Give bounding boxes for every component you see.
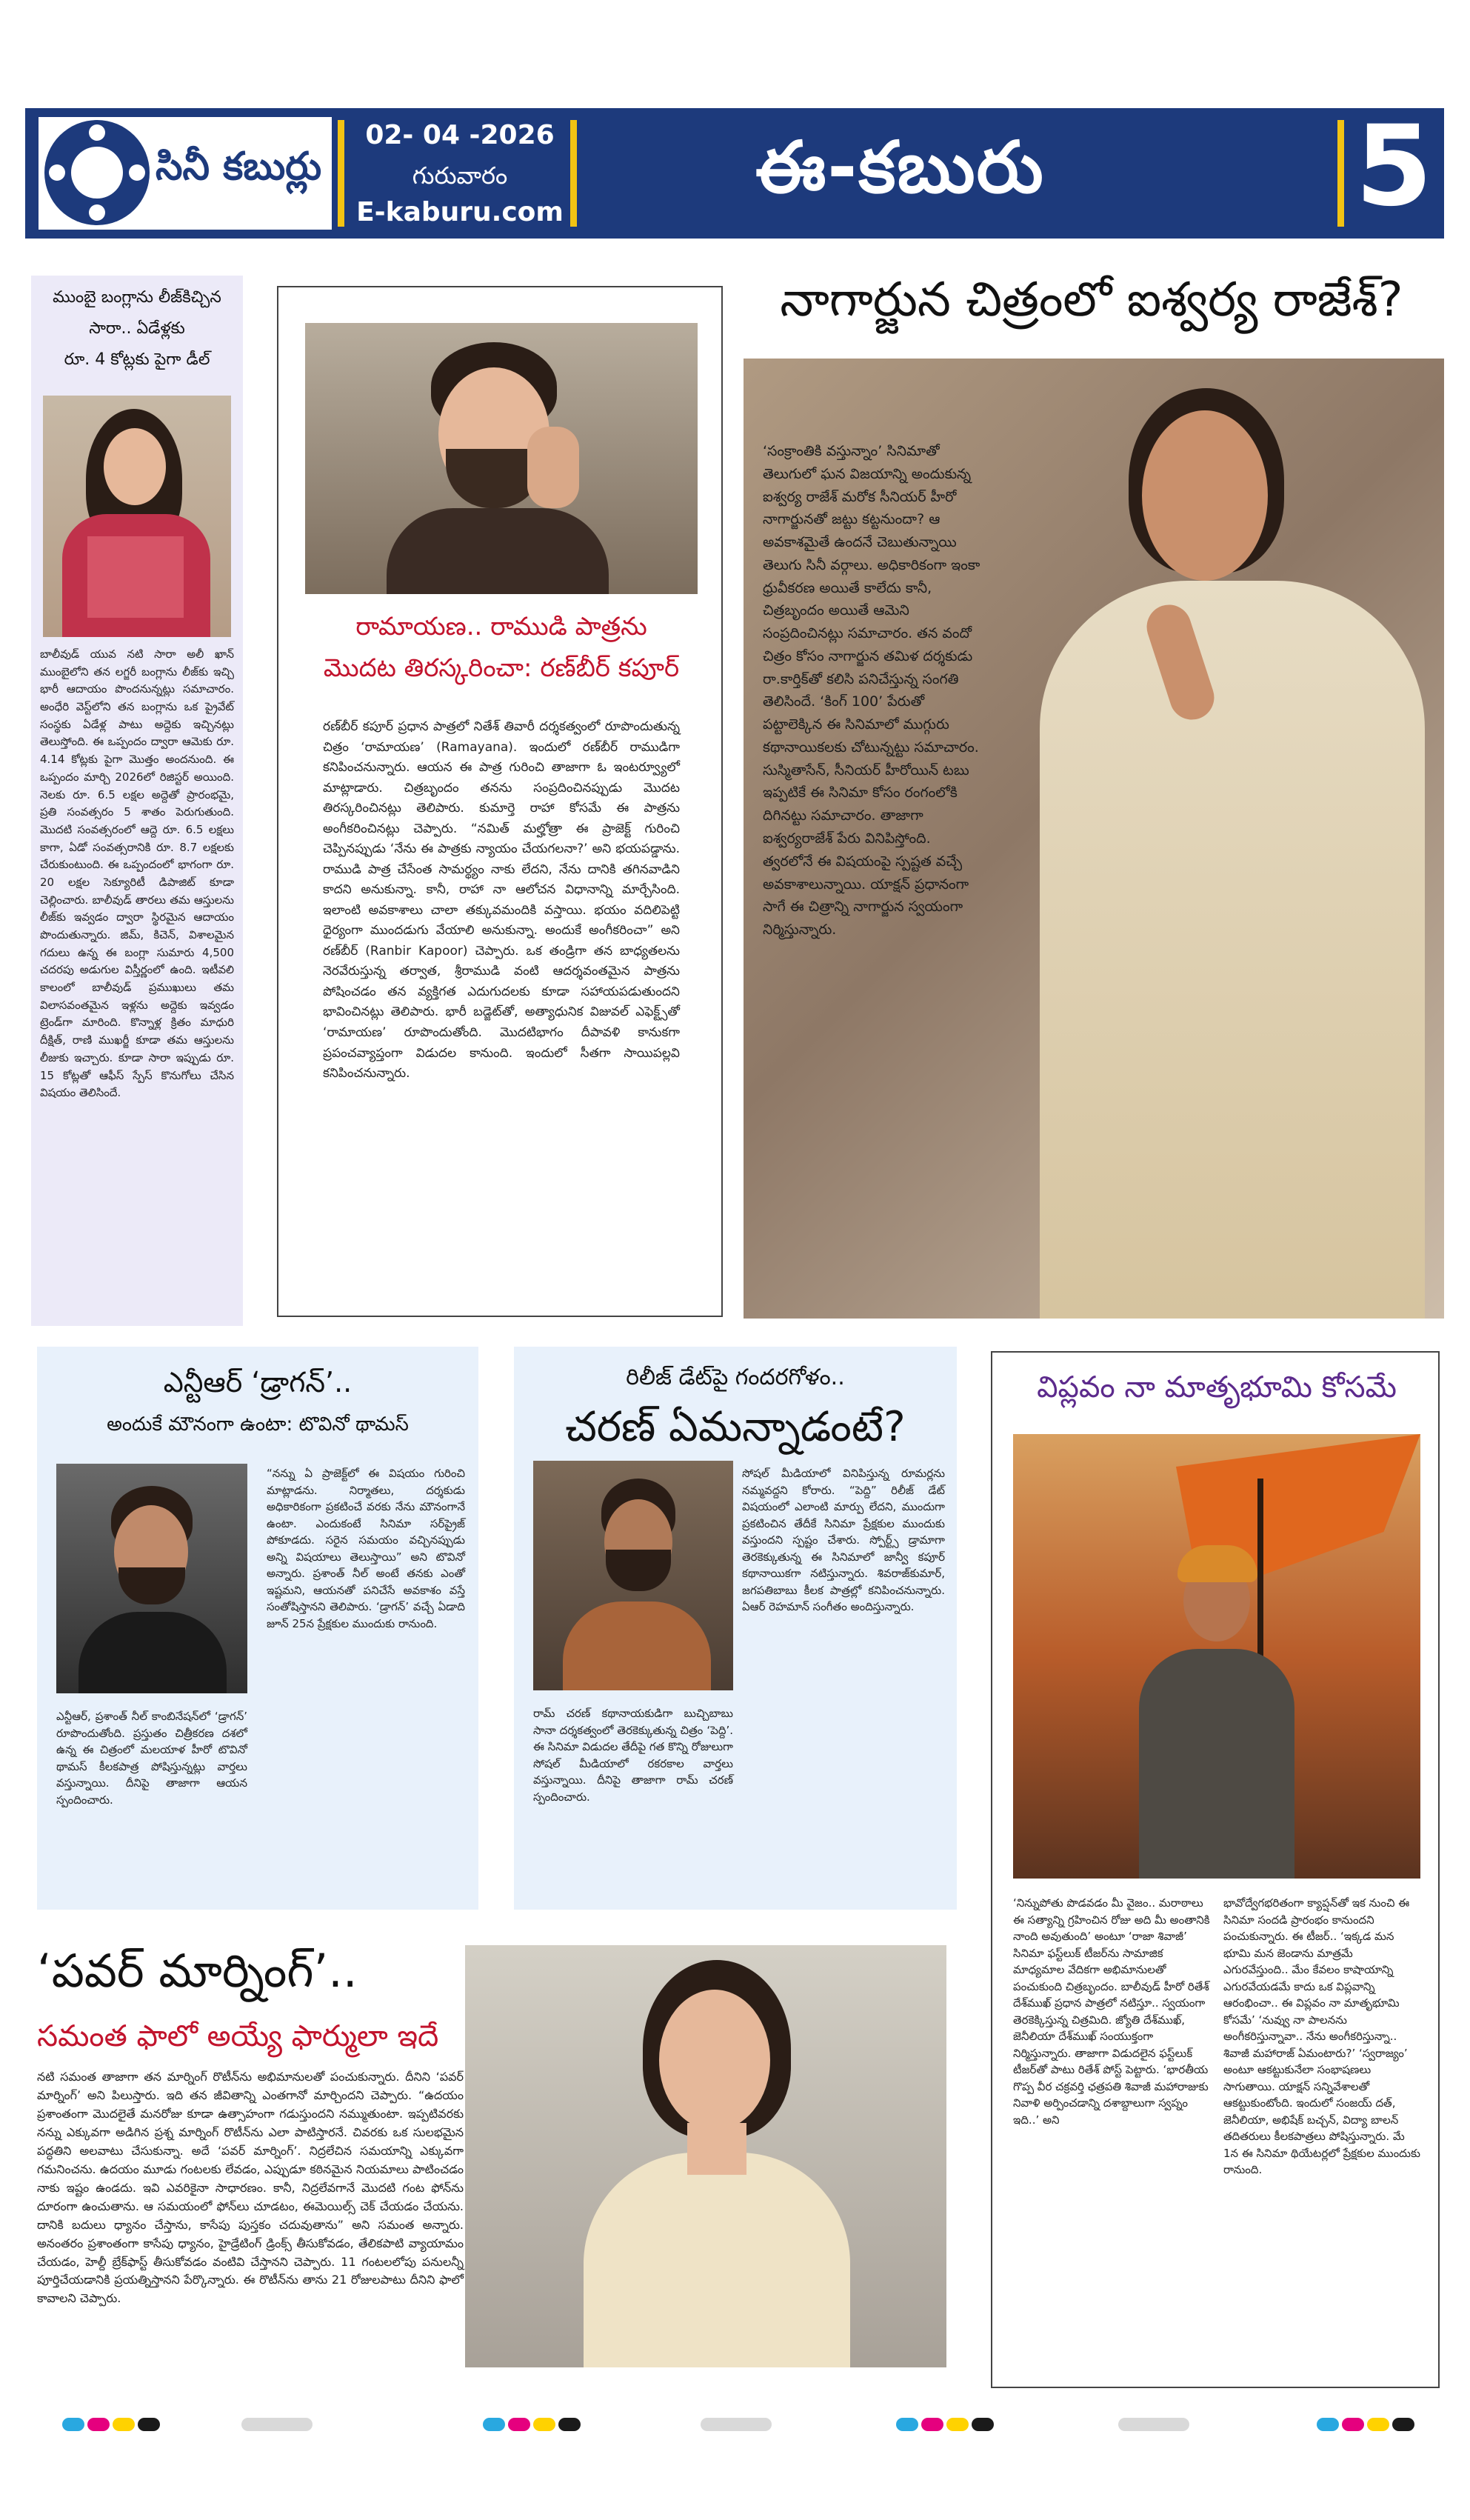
charan-article: [514, 1347, 957, 1910]
cyan-mark: [483, 2418, 505, 2431]
magenta-mark: [87, 2418, 110, 2431]
masthead-divider: [1337, 120, 1344, 227]
ntr-body-1: ఎన్టీఆర్, ప్రశాంత్ నీల్ కాంబినేషన్‌లో ‘డ్రాగన్’ రూపొందుతోంది. ప్రస్తుతం చిత్రీకరణ దశలో ఉన్న ఈ చిత్రంలో మలయాళ హీరో టొవినో థామస్ కీలకపాత్ర పోషిస్తున్నట్లు వార్తలు వస్తున్నాయి. దీనిపై తాజాగా ఆయన స్పందించారు.: [56, 1710, 247, 1807]
masthead-website[interactable]: E-kaburu.com: [356, 197, 564, 227]
print-color-bar: [62, 2418, 163, 2434]
samantha-body: నటి సమంత తాజాగా తన మార్నింగ్ రొటీన్‌ను అభిమానులతో పంచుకున్నారు. దీనిని ‘పవర్ మార్నింగ్’ అని పిలుస్తారు. ఇది తన జీవితాన్ని ఎంతగానో మార్చిందని చెప్పారు. “ఉదయం ప్రశాంతంగా మొదలైతే మనరోజు కూడా ఉత్సాహంగా గడుస్తుందని నమ్ముతుంటా. ఇప్పటివరకు నన్ను ఎక్కువగా అడిగిన ప్రశ్న మార్నింగ్ రొటీన్‌ను ఎలా పాటిస్తారనే. చివరకు ఒక సులభమైన పద్ధతిని అలవాటు చేసుకున్నా. అదే ‘పవర్ మార్నింగ్’. నిద్రలేచిన సమయాన్ని ఎక్కువగా గమనించను. ఉదయం మూడు గంటలకు లేవడం, ఎప్పుడూ కఠినమైన నియమాలు పాటించడం నాకు ఇష్టం ఉండదు. ఇవి ఎవరికైనా సాధారణం. కానీ, నిద్రలేవగానే మొదటి గంట ఫోన్‌ను దూరంగా ఉంచుతాను. ఆ సమయంలో ఫోన్‌లు చూడటం, ఈమెయిల్స్ చెక్ చేయడం చేయను. దానికి బదులు ధ్యానం చేస్తాను, కాసేపు పుస్తకం చదువుతాను” అని సమంత అన్నారు. అనంతరం ప్రశాంతంగా కాసేపు ధ్యానం, హైడ్రేటింగ్ డ్రింక్స్ తీసుకోవడం, తేలికపాటి వ్యాయామం చేయడం, హెల్దీ బ్రేక్‌ఫాస్ట్ తీసుకోవడం వంటివి చేస్తానని చెప్పారు. 11 గంటలలోపు పనులన్నీ పూర్తిచేయడానికి ప్రయత్నిస్తానని పేర్కొన్నారు. ఈ రొటీన్‌ను తాను 21 రోజులపాటు దీనిని ఫాలో కావాలని చెప్పారు.: [37, 2070, 464, 2306]
masthead-divider: [338, 120, 344, 227]
ranbir-headline-2: మొదట తిరస్కరించా: రణ్‌బీర్ కపూర్: [323, 653, 680, 683]
ntr-headline-1: ఎన్టీఆర్ ‘డ్రాగన్’..: [163, 1366, 353, 1399]
charan-photo: [533, 1461, 733, 1690]
shivaji-photo: [1013, 1434, 1420, 1879]
ntr-headline-2: అందుకే మౌనంగా ఉంటా: టొవినో థామస్: [107, 1413, 409, 1436]
yellow-mark: [1367, 2418, 1389, 2431]
print-grey-mark: [701, 2418, 772, 2431]
masthead-divider: [570, 120, 577, 227]
sara-headline-1: ముంబై బంగ్లాను లీజ్‌కిచ్చిన: [53, 288, 221, 307]
black-mark: [138, 2418, 160, 2431]
sara-headline-3: రూ. 4 కోట్లకు పైగా డీల్: [64, 350, 210, 369]
magenta-mark: [1342, 2418, 1364, 2431]
cyan-mark: [896, 2418, 918, 2431]
charan-body-2: సోషల్ మీడియాలో వినిపిస్తున్న రూమర్లను నమ్మవద్దని కోరారు. “పెద్ది” రిలీజ్ డేట్ విషయంలో ఎలాంటి మార్పు లేదని, ముందుగా ప్రకటించిన తేదీకే సినిమా ప్రేక్షకుల ముందుకు వస్తుందని స్పష్టం చేశారు. స్పోర్ట్స్ డ్రామాగా తెరకెక్కుతున్న ఈ సినిమాలో జాన్వీ కపూర్ కథానాయికగా నటిస్తున్నారు. శివరాజ్‌కుమార్, జగపతిబాబు కీలక పాత్రల్లో కనిపించనున్నారు. ఏఆర్ రెహమాన్ సంగీతం అందిస్తున్నారు.: [742, 1467, 945, 1613]
print-color-bar: [1317, 2418, 1417, 2434]
shivaji-body-2: భావోద్వేగభరితంగా క్యాప్షన్‌తో ఇక నుంచి ఈ సినిమా సందడి ప్రారంభం కానుందని పంచుకున్నారు. ఈ టీజర్.. ‘ఇక్కడ మన భూమి మన జెండాను మాత్రమే ఎగురవేస్తుంది.. మేం కేవలం కాషాయాన్ని ఎగురవేయడమే కాదు ఒక విప్లవాన్ని ఆరంభించా.. ఈ విప్లవం నా మాతృభూమి కోసమే’ ‘నువ్వు నా పాలనను అంగీకరిస్తున్నావా.. నేను అంగీకరిస్తున్నా.. శివాజీ మహారాజ్ ఏమంటారు?’ ‘స్వరాజ్యం’ అంటూ ఆకట్టుకునేలా సంభాషణలు సాగుతాయి. యాక్షన్ సన్నివేశాలతో ఆకట్టుకుంటోంది. ఇందులో సంజయ్ దత్, జెనీలియా, అభిషేక్ బచ్చన్, విద్యా బాలన్ తదితరులు కీలకపాత్రలు పోషిస్తున్నారు. మే 1న ఈ సినిమా థియేటర్లలో ప్రేక్షకుల ముందుకు రానుంది.: [1223, 1896, 1420, 2176]
sara-headline-2: సారా.. ఏడేళ్లకు: [89, 319, 185, 338]
print-grey-mark: [241, 2418, 313, 2431]
cyan-mark: [62, 2418, 84, 2431]
ranbir-article: [277, 286, 723, 1317]
shivaji-article: [991, 1351, 1440, 2388]
page-number: 5: [1355, 102, 1433, 231]
print-color-bar: [483, 2418, 584, 2434]
reel-hole: [129, 164, 145, 181]
film-reel-hub: [71, 147, 123, 199]
magenta-mark: [921, 2418, 943, 2431]
logo-text: సినీ కబుర్లు: [156, 144, 322, 189]
ranbir-photo: [305, 323, 698, 594]
charan-body-1: రామ్ చరణ్ కథానాయకుడిగా బుచ్చిబాబు సానా దర్శకత్వంలో తెరకెక్కుతున్న చిత్రం ‘పెద్ది’. ఈ సినిమా విడుదల తేదీపై గత కొన్ని రోజులుగా సోషల్ మీడియాలో రకరకాల వార్తలు వస్తున్నాయి. దీనిపై తాజాగా రామ్ చరణ్ స్పందించారు.: [533, 1707, 733, 1804]
shivaji-body-1: ‘నిన్నుపోతు పొడవడం మీ వైజం.. మరాఠాలు ఈ సత్యాన్ని గ్రహించిన రోజు అది మీ అంతానికి నాంది అవుతుంది’ అంటూ ‘రాజా శివాజీ’ సినిమా ఫస్ట్‌లుక్ టీజర్‌ను సామాజిక మాధ్యమాల వేదికగా అభిమానులతో పంచుకుంది చిత్రబృందం. బాలీవుడ్ హీరో రితేశ్ దేశ్‌ముఖ్ ప్రధాన పాత్రలో నటిస్తూ.. స్వయంగా తెరకెక్కిస్తున్న చిత్రమిది. జ్యోతి దేశ్‌ముఖ్, జెనీలియా దేశ్‌ముఖ్ సంయుక్తంగా నిర్మిస్తున్నారు. తాజాగా విడుదలైన ఫస్ట్‌లుక్ టీజర్‌తో పాటు రితేశ్ పోస్ట్ పెట్టారు. ‘భారతీయ గొప్ప వీర చక్రవర్తి ఛత్రపతి శివాజీ మహారాజుకు నివాళి అర్పించడాన్ని దశాబ్దాలుగా స్వప్నం ఇది..’ అని: [1013, 1896, 1210, 2127]
yellow-mark: [946, 2418, 969, 2431]
cyan-mark: [1317, 2418, 1339, 2431]
sara-body: బాలీవుడ్ యువ నటి సారా అలీ ఖాన్ ముంబైలోని తన లగ్జరీ బంగ్లాను లీజ్‌కు ఇచ్చి భారీ ఆదాయం పొందనున్నట్లు సమాచారం. అంధేరి వెస్ట్‌లోని తన బంగ్లాను ఒక ప్రైవేట్ సంస్థకు ఏడేళ్ల పాటు అద్దెకు ఇచ్చినట్లు తెలుస్తోంది. ఈ ఒప్పందం ద్వారా ఆమెకు రూ. 4.14 కోట్లకు పైగా మొత్తం అందనుంది. ఈ ఒప్పందం మార్చి 2026లో రిజిస్టర్ అయింది. నెలకు రూ. 6.5 లక్షల అద్దెతో ప్రారంభమై, ప్రతి సంవత్సరం 5 శాతం పెరుగుతుంది. మొదటి సంవత్సరంలో ఆద్దె రూ. 6.5 లక్షలు కాగా, ఏడో సంవత్సరానికి రూ. 8.7 లక్షలకు చేరుకుంటుంది. ఈ ఒప్పందంలో భాగంగా రూ. 20 లక్షల సెక్యూరిటీ డిపాజిట్ కూడా చెల్లించారు. బాలీవుడ్ తారలు తమ ఆస్తులను లీజ్‌కు ఇవ్వడం ద్వారా స్థిరమైన ఆదాయం పొందుతున్నారు. జిమ్, కిచెన్, విశాలమైన గదులు ఉన్న ఈ బంగ్లా సుమారు 4,500 చదరపు అడుగుల విస్తీర్ణంలో ఉంది. ఇటీవలి కాలంలో బాలీవుడ్ ప్రముఖులు తమ విలాసవంతమైన ఇళ్లను అద్దెకు ఇవ్వడం ట్రెండ్‌గా మారింది. కొన్నాళ్ల క్రితం మాధురి దీక్షిత్, రాణి ముఖర్జీ కూడా తమ ఆస్తులను లీజుకు ఇచ్చారు. కూడా సారా ఇప్పుడు రూ. 15 కోట్లతో ఆఫీస్ స్పేస్ కొనుగోలు చేసిన విషయం తెలిసిందే.: [40, 647, 234, 1100]
masthead-date: 02- 04 -2026: [365, 120, 555, 150]
yellow-mark: [533, 2418, 555, 2431]
shivaji-headline: విప్లవం నా మాతృభూమి కోసమే: [1037, 1370, 1397, 1404]
aishwarya-headline: నాగార్జున చిత్రంలో ఐశ్వర్య రాజేశ్?: [780, 273, 1403, 327]
ranbir-headline-1: రామాయణ.. రాముడి పాత్రను: [355, 612, 647, 641]
black-mark: [558, 2418, 581, 2431]
masthead-brand: ఈ-కబురు: [755, 126, 1045, 209]
print-color-bar: [896, 2418, 997, 2434]
samantha-headline-2: సమంత ఫాలో అయ్యే ఫార్ములా ఇదే: [37, 2019, 439, 2053]
yellow-mark: [113, 2418, 135, 2431]
sara-article: [31, 276, 243, 1326]
reel-hole: [89, 124, 105, 141]
charan-kicker: రిలీజ్ డేట్‌పై గందరగోళం..: [626, 1364, 845, 1390]
aishwarya-body: ‘సంక్రాంతికి వస్తున్నాం’ సినిమాతో తెలుగులో ఘన విజయాన్ని అందుకున్న ఐశ్వర్య రాజేశ్ మరోక సీనియర్ హీరో నాగార్జునతో జట్టు కట్టనుందా? ఆ అవకాశమైతే ఉందనే చెబుతున్నాయి తెలుగు సినీ వర్గాలు. అధికారికంగా ఇంకా ధ్రువీకరణ అయితే కాలేదు కానీ, చిత్రబృందం అయితే ఆమెని సంప్రదించినట్లు సమాచారం. తన వందో చిత్రం కోసం నాగార్జున తమిళ దర్శకుడు రా.కార్తిక్‌తో కలిసి పనిచేస్తున్న సంగతి తెలిసిందే. ‘కింగ్ 100’ పేరుతో పట్టాలెక్కిన ఈ సినిమాలో ముగ్గురు కథానాయికలకు చోటున్నట్టు సమాచారం. సుస్మితాసేన్, సీనియర్ హీరోయిన్ టబు ఇప్పటికే ఈ సినిమా కోసం రంగంలోకి దిగినట్టు సమాచారం. తాజాగా ఐశ్వర్యరాజేశ్ పేరు వినిపిస్తోంది. త్వరలోనే ఈ విషయంపై స్పష్టత వచ్చే అవకాశాలున్నాయి. యాక్షన్ ప్రధానంగా సాగే ఈ చిత్రాన్ని నాగార్జున స్వయంగా నిర్మిస్తున్నారు.: [763, 443, 980, 939]
reel-hole: [49, 164, 65, 181]
reel-hole: [89, 204, 105, 221]
charan-headline: చరణ్ ఏమన్నాడంటే?: [565, 1403, 906, 1451]
magenta-mark: [508, 2418, 530, 2431]
masthead-weekday: గురువారం: [412, 161, 508, 190]
ntr-article: [37, 1347, 478, 1910]
sara-photo: [43, 396, 231, 637]
black-mark: [972, 2418, 994, 2431]
black-mark: [1392, 2418, 1414, 2431]
print-grey-mark: [1118, 2418, 1189, 2431]
ranbir-body: రణ్‌బీర్ కపూర్ ప్రధాన పాత్రలో నితేశ్ తివారీ దర్శకత్వంలో రూపొందుతున్న చిత్రం ‘రామాయణ’ (Ramayana). ఇందులో రణ్‌బీర్ రాముడిగా కనిపించనున్నారు. ఆయన ఈ పాత్ర గురించి తాజాగా ఓ ఇంటర్వ్యూలో మాట్లాడారు. చిత్రబృందం తనను సంప్రదించినప్పుడు మొదట తిరస్కరించినట్లు తెలిపారు. కుమార్తె రాహా కోసమే ఈ పాత్రను అంగీకరించినట్లు చెప్పారు. “నమిత్ మల్హోత్రా ఈ ప్రాజెక్ట్ గురించి చెప్పినప్పుడు ‘నేను ఈ పాత్రకు న్యాయం చేయగలనా?’ అని భయపడ్డాను. రాముడి పాత్ర చేసేంత సామర్థ్యం నాకు లేదని, నేను దానికి తగినవాడిని కాదని అనుకున్నా. కానీ, రాహా నా ఆలోచన విధానాన్ని మార్చేసింది. ఇలాంటి అవకాశాలు చాలా తక్కువమందికి వస్తాయి. భయం వదిలిపెట్టి ధైర్యంగా ముందడుగు వేయాలి అనుకున్నా. అందుకే అంగీకరించా” అని రణ్‌బీర్ (Ranbir Kapoor) చెప్పారు. ఒక తండ్రిగా తన బాధ్యతలను నెరవేరుస్తున్న తర్వాత, శ్రీరాముడి వంటి ఆదర్శవంతమైన పాత్రను పోషించడం తన వ్యక్తిగత ఎదుగుదలకు కూడా సహాయపడుతుందని భావించినట్లు తెలిపారు. భారీ బడ్జెట్‌తో, అత్యాధునిక విజువల్ ఎఫెక్ట్స్‌తో ‘రామాయణ’ రూపొందుతోంది. మొదటిభాగం దీపావళి కానుకగా ప్రపంచవ్యాప్తంగా విడుదల కానుంది. ఇందులో సీతగా సాయిపల్లవి కనిపించనున్నారు.: [323, 719, 680, 1081]
tovino-photo: [56, 1464, 247, 1693]
ntr-body-2: “నన్ను ఏ ప్రాజెక్ట్‌లో ఈ విషయం గురించి మాట్లాడను. నిర్మాతలు, దర్శకుడు అధికారికంగా ప్రకటించే వరకు నేను మౌనంగానే ఉంటా. ఎందుకంటే సినిమా సర్‌ప్రైజ్ పోకూడదు. సరైన సమయం వచ్చినప్పుడు అన్ని విషయాలు తెలుస్తాయి” అని టొవినో అన్నారు. ప్రశాంత్ నీల్ అంటే తనకు ఎంతో ఇష్టమని, ఆయనతో పనిచేసే అవకాశం వస్తే సంతోషిస్తానని తెలిపారు. ‘డ్రాగన్’ వచ్చే ఏడాది జూన్ 25న ప్రేక్షకుల ముందుకు రానుంది.: [267, 1467, 465, 1630]
samantha-photo: [465, 1945, 946, 2367]
samantha-headline-1: ‘పవర్ మార్నింగ్’..: [37, 1944, 358, 1998]
